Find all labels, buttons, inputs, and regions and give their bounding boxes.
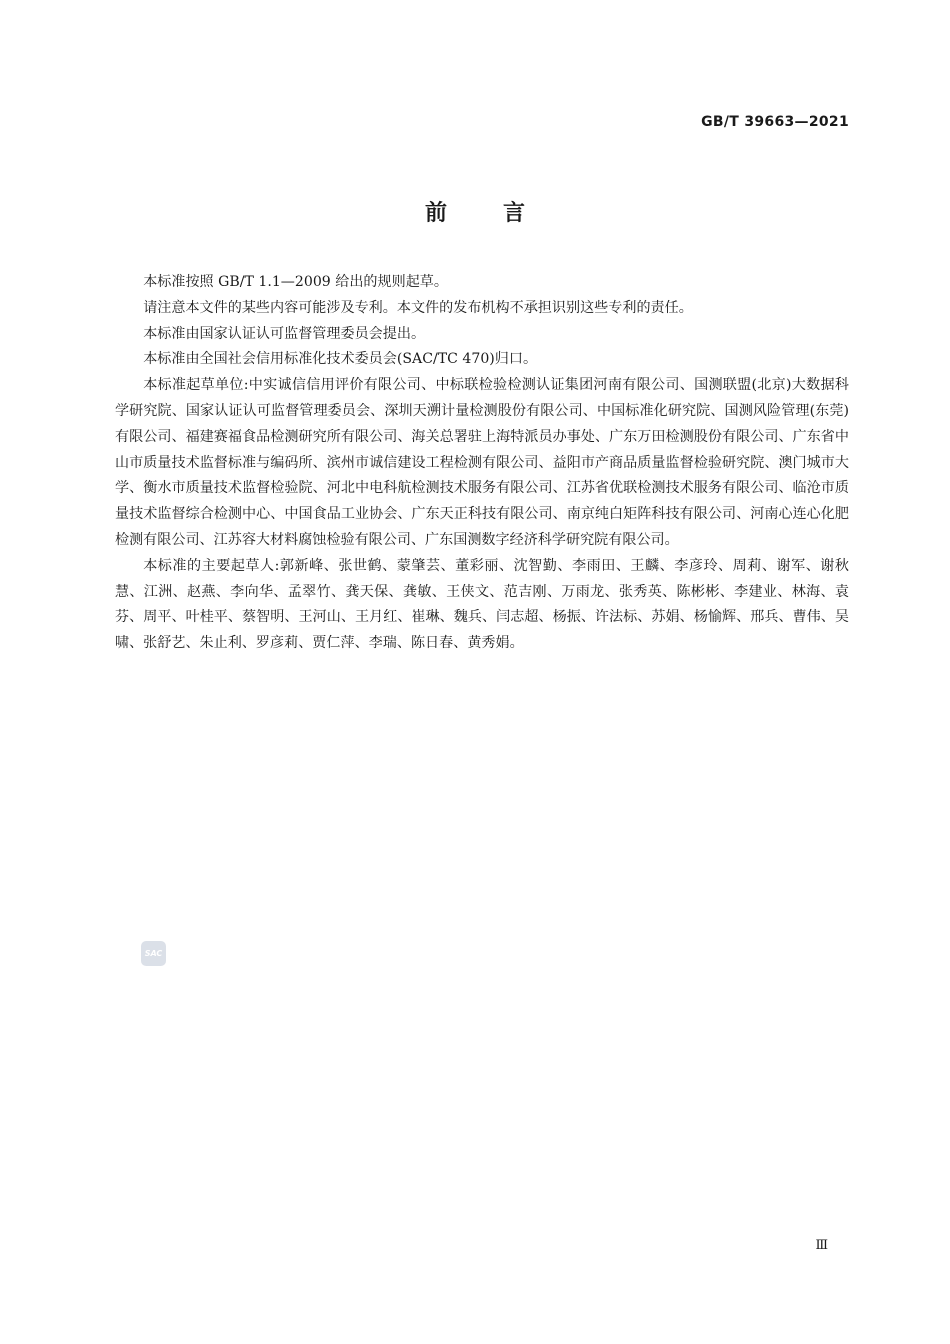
paragraph-drafting-organizations: 本标准起草单位:中实诚信信用评价有限公司、中标联检验检测认证集团河南有限公司、国测联盟(北京)大数据科学研究院、国家认证认可监督管理委员会、深圳天溯计量检测股份有限公司、中国标准化研究院、国测风险管理(东莞)有限公司、福建赛福食品检测研究所有限公司、海关总署驻上海特派员办事处、广东万田检测股份有限公司、广东省中山市质量技术监督标准与编码所、滨州市诚信建设工程检测有限公司、益阳市产商品质量监督检验研究院、澳门城市大学、衡水市质量技术监督检验院、河北中电科航检测技术服务有限公司、江苏省优联检测技术服务有限公司、临沧市质量技术监督综合检测中心、中国食品工业协会、广东天正科技有限公司、南京纯白矩阵科技有限公司、河南心连心化肥检测有限公司、江苏容大材料腐蚀检验有限公司、广东国测数字经济科学研究院有限公司。 bbox=[115, 377, 849, 548]
standard-number: GB/T 39663—2021 bbox=[701, 114, 849, 130]
paragraph-drafters: 本标准的主要起草人:郭新峰、张世鹤、蒙肇芸、董彩丽、沈智勤、李雨田、王麟、李彦玲、周莉、谢军、谢秋慧、江洲、赵燕、李向华、孟翠竹、龚天保、龚敏、王侠文、范吉刚、万雨龙、张秀英、陈彬彬、李建业、林海、袁芬、周平、叶桂平、蔡智明、王河山、王月红、崔琳、魏兵、闫志超、杨振、许法标、苏娟、杨愉辉、邢兵、曹伟、吴啸、张舒艺、朱止利、罗彦莉、贾仁萍、李瑞、陈日春、黄秀娟。 bbox=[115, 557, 849, 652]
paragraph-patent-notice: 请注意本文件的某些内容可能涉及专利。本文件的发布机构不承担识别这些专利的责任。 bbox=[143, 299, 693, 316]
paragraph-proposed-by: 本标准由国家认证认可监督管理委员会提出。 bbox=[143, 325, 426, 342]
paragraph-managed-by: 本标准由全国社会信用标准化技术委员会(SAC/TC 470)归口。 bbox=[143, 351, 538, 368]
paragraph-drafting-rules: 本标准按照 GB/T 1.1—2009 给出的规则起草。 bbox=[143, 274, 448, 290]
foreword-body bbox=[115, 270, 849, 657]
page-title: 前言 bbox=[424, 201, 581, 226]
page-number: Ⅲ bbox=[815, 1238, 828, 1253]
sac-logo-icon: SAC bbox=[141, 941, 166, 966]
